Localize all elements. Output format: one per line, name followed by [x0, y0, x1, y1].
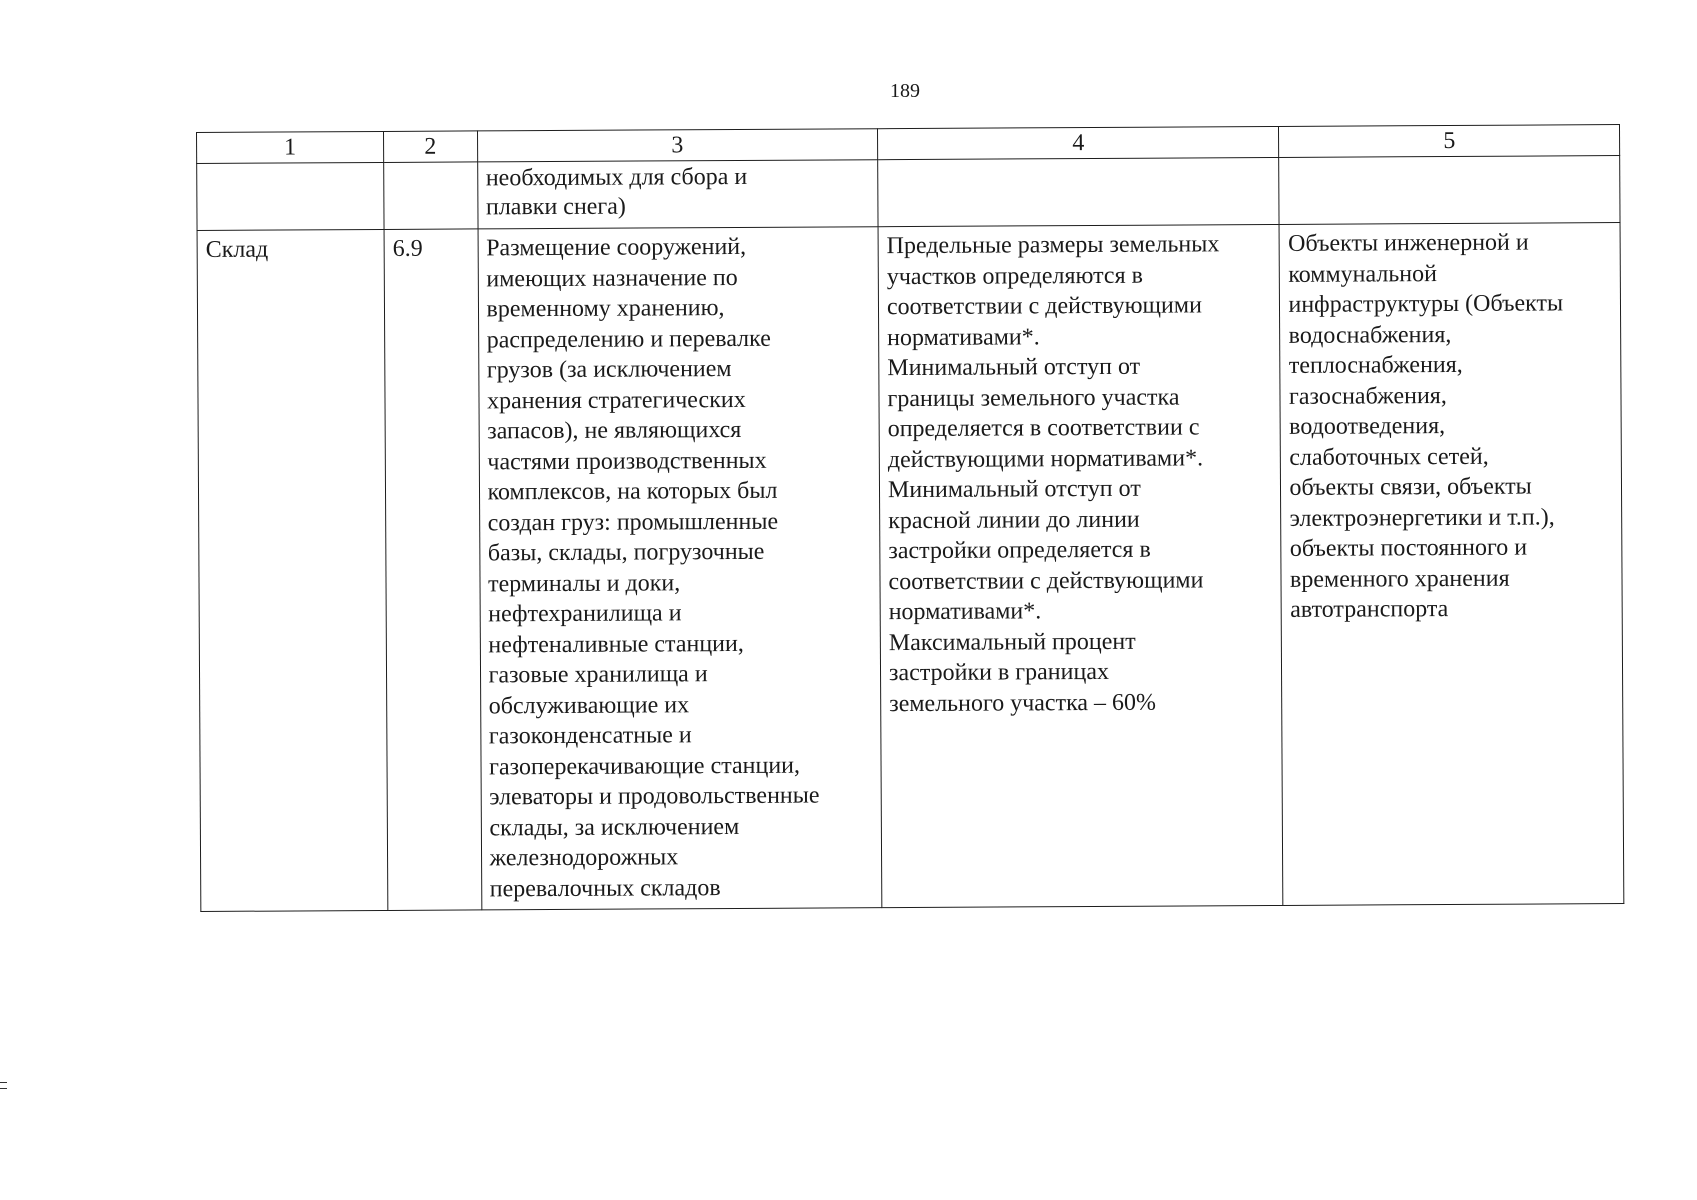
header-cell-4: 4 — [877, 126, 1279, 159]
regulations-table — [196, 124, 1624, 912]
continuation-text: необходимых для сбора и плавки снега) — [477, 160, 878, 229]
header-cell-5: 5 — [1279, 125, 1620, 158]
page-number: 189 — [890, 80, 920, 102]
table-cell — [1279, 156, 1620, 225]
use-code-cell: 6.9 — [384, 229, 481, 911]
table-row-warehouse — [197, 223, 1624, 912]
table-cell — [878, 157, 1280, 226]
header-cell-2: 2 — [384, 131, 478, 163]
parameters-cell: Предельные размеры земельных участков определяются в соответствии с действующими нормативами*. Минимальный отступ от границы земельного участка определяется в соответствии с действующими нормативами*. Минимальный отступ от красной линии до линии застройки определяется в соответствии с действующими нормативами*. Максимальный процент застройки в границах земельного участка – 60% — [878, 224, 1283, 907]
header-cell-1: 1 — [197, 131, 384, 163]
table-row-continuation — [197, 156, 1620, 231]
use-name-cell: Склад — [197, 229, 388, 911]
header-cell-3: 3 — [477, 129, 878, 162]
table-cell — [384, 162, 478, 230]
table-cell — [197, 162, 384, 230]
margin-mark — [0, 1082, 7, 1089]
auxiliary-uses-cell: Объекты инженерной и коммунальной инфраструктуры (Объекты водоснабжения, теплоснабжения, газоснабжения, водоотведения, слаботочных сетей, объекты связи, объекты электроэнергетики и т.п.), объекты постоянного и временного хранения автотранспорта — [1280, 223, 1624, 906]
use-description-cell: Размещение сооружений, имеющих назначение по временному хранению, распределению и перевалке грузов (за исключением хранения стратегических запасов), не являющихся частями производственных комплексов, на которых был создан груз: промышленные базы, склады, погрузочные терминалы и доки, нефтехранилища и нефтеналивные станции, газовые хранилища и обслуживающие их газоконденсатные и газоперекачивающие станции, элеваторы и продовольственные склады, за исключением железнодорожных перевалочных складов — [478, 227, 882, 910]
